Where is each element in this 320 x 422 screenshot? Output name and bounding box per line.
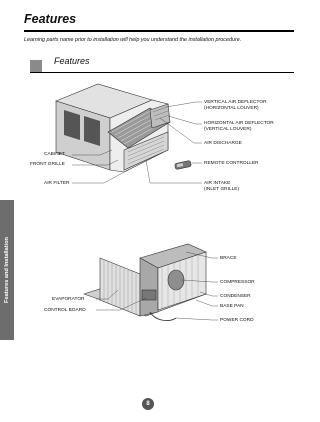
label-front-grille: FRONT GRILLE [30,162,65,167]
page-number: 8 [142,398,154,410]
label-cabinet: CABINET [44,152,65,157]
label-remote-controller: REMOTE CONTROLLER [204,161,259,166]
label-vertical-air-deflector-line2: (HORIZONTAL LOUVER) [204,105,259,111]
label-air-discharge: AIR DISCHARGE [204,141,242,146]
label-vertical-air-deflector-line1: VERTICAL AIR DEFLECTOR [204,100,267,105]
chassis-illustration [84,244,206,320]
label-air-intake-line1: AIR INTAKE [204,181,231,186]
label-base-pan: BASE PAN [220,304,244,309]
label-condenser: CONDENSER [220,294,251,299]
intro-text: Learning parts name prior to installation will help you understand the installation procedure. [24,37,242,43]
page-title: Features [24,12,77,26]
section-heading: Features [54,56,90,66]
side-tab-label: Features and Installation [4,237,10,303]
label-brace: BRACE [220,256,237,261]
label-horizontal-air-deflector [204,121,274,132]
label-air-intake [204,181,239,192]
label-compressor: COMPRESSOR [220,280,255,285]
label-air-filter: AIR FILTER [44,181,70,186]
label-control-board: CONTROL BOARD [44,308,86,313]
label-air-intake-line2: (INLET GRILLE) [204,186,240,192]
label-horizontal-air-deflector-line1: HORIZONTAL AIR DEFLECTOR [204,121,274,126]
label-vertical-air-deflector [204,100,267,111]
label-power-cord: POWER CORD [220,318,254,323]
air-conditioner-illustration [56,84,191,172]
label-evaporator: EVAPORATOR [52,297,85,302]
label-horizontal-air-deflector-line2: (VERTICAL LOUVER) [204,126,252,132]
